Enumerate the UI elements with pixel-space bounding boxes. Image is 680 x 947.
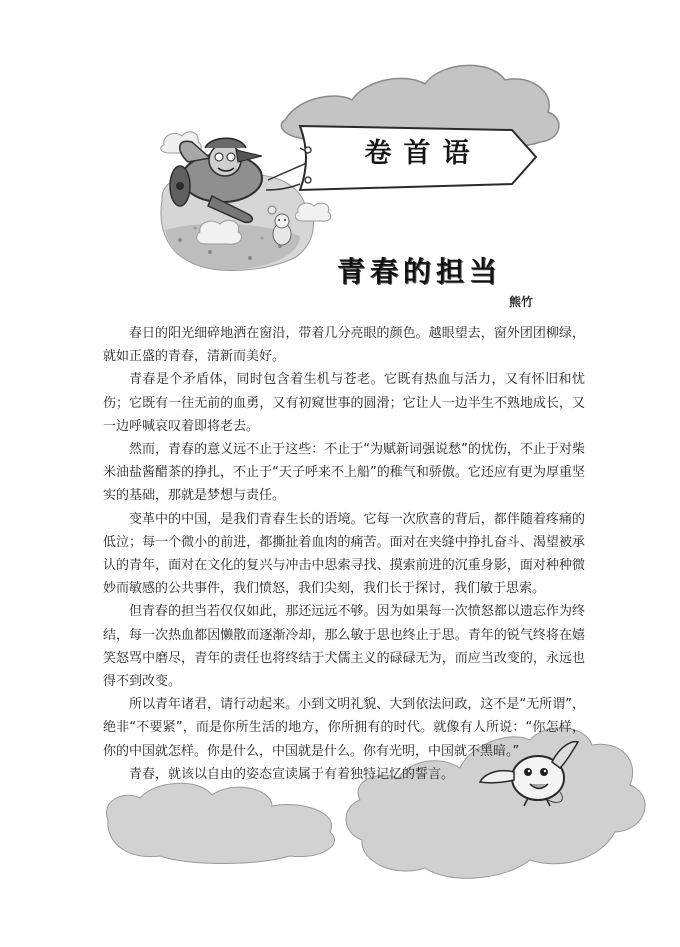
- article-body: [103, 322, 585, 786]
- article-title: 青春的担当: [337, 255, 503, 288]
- paragraph: 所以青年诸君，请行动起来。小到文明礼貌、大到依法问政，这不是“无所谓”，绝非“不要紧”，而是你所生活的地方，你所拥有的时代。就像有人所说：“你怎样，你的中国就怎样。你是什么，中国就是什么。你有光明，中国就不黑暗。”: [103, 697, 585, 759]
- dog-figure: [273, 214, 291, 245]
- paragraph: 青春，就该以自由的姿态宣读属于有着独特记忆的誓言。: [129, 766, 455, 782]
- article-author: 熊竹: [509, 295, 534, 309]
- paragraph: 但青春的担当若仅仅如此，那还远远不够。因为如果每一次愤怒都以遗忘作为终结，每一次热血都因懒散而逐渐冷却，那么敏于思也终止于思。青年的锐气终将在嬉笑怒骂中磨尽，青年的责任也将终结于犬儒主义的碌碌无为，而应当改变的，永远也得不到改变。: [103, 604, 585, 690]
- paragraph: 然而，青春的意义远不止于这些：不止于“为赋新词强说愁”的忧伤，不止于对柴米油盐酱醋茶的挣扎，不止于“天子呼来不上船”的稚气和骄傲。它还应有更为厚重坚实的基础，那就是梦想与责任。: [103, 442, 585, 504]
- paragraph: 春日的阳光细碎地洒在窗沿，带着几分亮眼的颜色。越眼望去，窗外团团柳绿，就如正盛的青春，清新而美好。: [103, 326, 585, 365]
- banner-title: 卷首语: [364, 138, 482, 169]
- paragraph: 青春是个矛盾体，同时包含着生机与苍老。它既有热血与活力，又有怀旧和忧伤；它既有一往无前的血勇，又有初窥世事的圆滑；它让人一边半生不熟地成长，又一边呼喊哀叹着即将老去。: [103, 372, 585, 434]
- paragraph: 变革中的中国，是我们青春生长的语境。它每一次欣喜的背后，都伴随着疼痛的低泣；每一个微小的前进，都撕扯着血肉的痛苦。面对在夹缝中挣扎奋斗、渴望被承认的青年，面对在文化的复兴与冲击中思索寻找、摸索前进的沉重身影，面对种种微妙而敏感的公共事件，我们愤怒，我们尖刻，我们长于探讨，我们敏于思索。: [103, 511, 585, 597]
- bottom-left-cloud: [106, 783, 334, 863]
